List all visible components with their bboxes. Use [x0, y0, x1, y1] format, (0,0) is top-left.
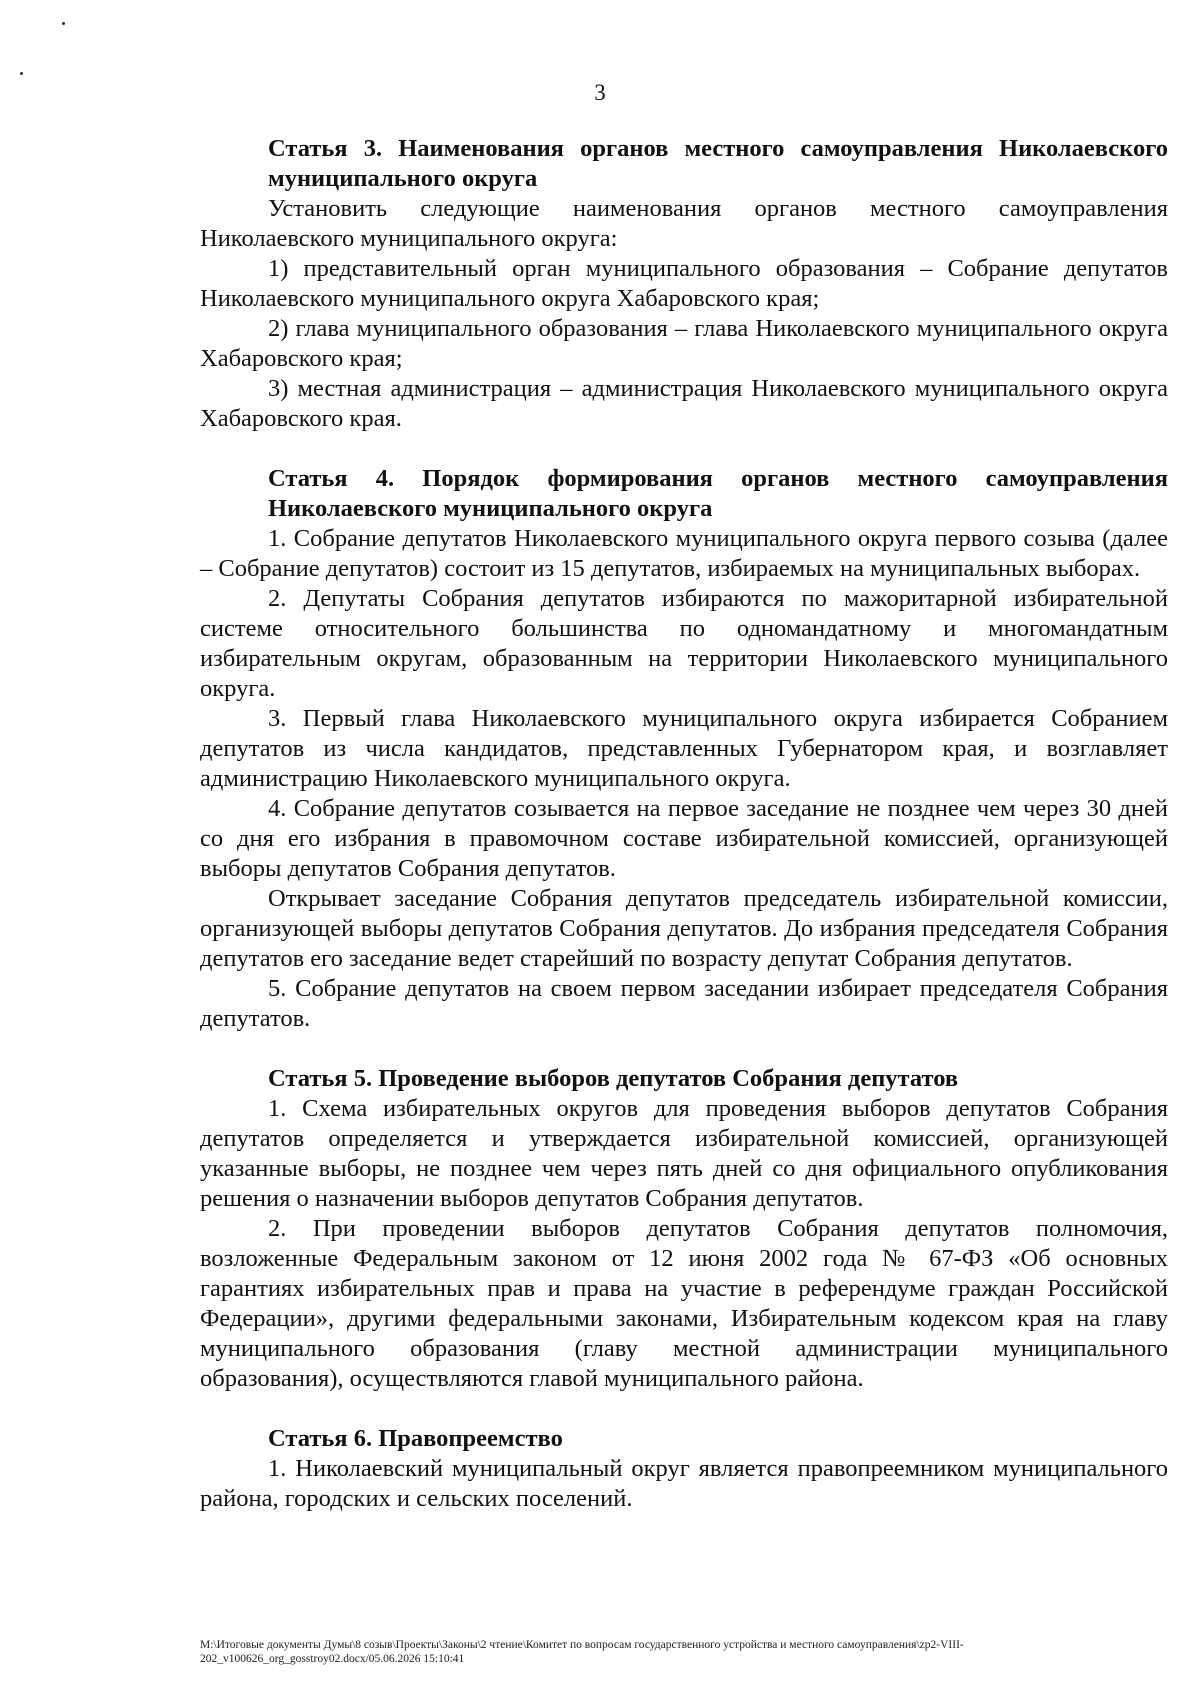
article-6-title: Статья 6. Правопреемство [268, 1425, 563, 1452]
article-3-paragraph: 3) местная администрация – администрация Николаевского муниципального округа Хабаровского края. [200, 375, 1168, 432]
article-5-title: Статья 5. Проведение выборов депутатов Собрания депутатов [268, 1065, 959, 1092]
article-3-paragraph: 2) глава муниципального образования – глава Николаевского муниципального округа Хабаровского края; [200, 315, 1168, 372]
article-4-paragraph: 1. Собрание депутатов Николаевского муниципального округа первого созыва (далее – Собрание депутатов) состоит из 15 депутатов, избираемых на муниципальных выборах. [200, 525, 1168, 582]
scan-speck [62, 22, 65, 25]
document-body [200, 134, 1168, 1514]
article-5-paragraph: 2. При проведении выборов депутатов Собрания депутатов полномочия, возложенные Федеральным законом от 12 июня 2002 года № 67-ФЗ «Об основных гарантиях избирательных прав и права на участие в референдуме граждан Российской Федерации», другими федеральными законами, Избирательным кодексом края на главу муниципального образования (главу местной администрации муниципального образования), осуществляются главой муниципального района. [200, 1215, 1168, 1392]
article-3-title: Статья 3. Наименования органов местного самоуправления Николаевского муниципального округа [268, 135, 1168, 192]
file-path-footer: M:\Итоговые документы Думы\8 созыв\Проекты\Законы\2 чтение\Комитет по вопросам государственного устройства и местного самоуправления\zp2-VIII-202_v100626_org_gosstroy02.docx/05.06.2026 15:10:41 [200, 1639, 964, 1665]
article-3-paragraph: 1) представительный орган муниципального образования – Собрание депутатов Николаевского муниципального округа Хабаровского края; [200, 255, 1168, 312]
article-6-paragraph: 1. Николаевский муниципальный округ является правопреемником муниципального района, городских и сельских поселений. [200, 1455, 1168, 1512]
article-4-paragraph: Открывает заседание Собрания депутатов председатель избирательной комиссии, организующей выборы депутатов Собрания депутатов. До избрания председателя Собрания депутатов его заседание ведет старейший по возрасту депутат Собрания депутатов. [200, 885, 1168, 972]
page-number: 3 [594, 80, 606, 105]
article-4-title: Статья 4. Порядок формирования органов местного самоуправления Николаевского муниципального округа [268, 465, 1168, 522]
article-4-paragraph: 4. Собрание депутатов созывается на первое заседание не позднее чем через 30 дней со дня его избрания в правомочном составе избирательной комиссией, организующей выборы депутатов Собрания депутатов. [200, 795, 1168, 882]
scan-speck [20, 72, 23, 75]
article-5-paragraph: 1. Схема избирательных округов для проведения выборов депутатов Собрания депутатов определяется и утверждается избирательной комиссией, организующей указанные выборы, не позднее чем через пять дней со дня официального опубликования решения о назначении выборов депутатов Собрания депутатов. [200, 1095, 1168, 1212]
article-4-paragraph: 5. Собрание депутатов на своем первом заседании избирает председателя Собрания депутатов. [200, 975, 1168, 1032]
article-3-paragraph: Установить следующие наименования органов местного самоуправления Николаевского муниципального округа: [200, 195, 1168, 252]
article-4-paragraph: 2. Депутаты Собрания депутатов избираются по мажоритарной избирательной системе относительного большинства по одномандатному и многомандатным избирательным округам, образованным на территории Николаевского муниципального округа. [200, 585, 1168, 702]
article-4-paragraph: 3. Первый глава Николаевского муниципального округа избирается Собранием депутатов из числа кандидатов, представленных Губернатором края, и возглавляет администрацию Николаевского муниципального округа. [200, 705, 1168, 792]
